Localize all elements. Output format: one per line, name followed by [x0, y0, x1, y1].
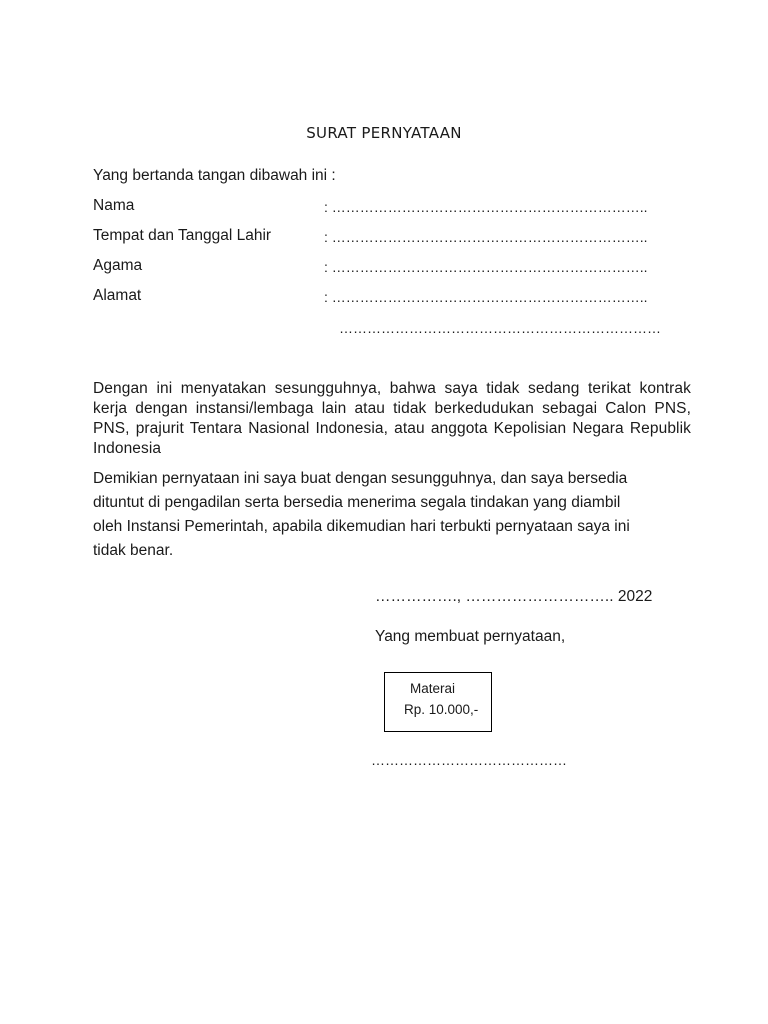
field-value-tempat-tanggal-lahir: : …………………………………………………………..	[324, 229, 648, 245]
stamp-value: Rp. 10.000,-	[404, 702, 479, 717]
field-label-tempat-tanggal-lahir: Tempat dan Tanggal Lahir	[93, 227, 272, 244]
closing-paragraph: Demikian pernyataan ini saya buat dengan sesungguhnya, dan saya bersedia dituntut di pengadilan serta bersedia menerima segala tindakan yang diambil oleh Instansi Pemerintah, apabila dikemudian hari terbukti pernyataan saya ini tidak benar.	[93, 470, 630, 559]
document-title: SURAT PERNYATAAN	[306, 124, 462, 142]
field-label-nama: Nama	[93, 197, 135, 214]
field-label-alamat: Alamat	[93, 287, 142, 304]
field-label-agama: Agama	[93, 257, 143, 274]
field-value-nama: : …………………………………………………………..	[324, 199, 648, 215]
address-continuation-line: ……………………………………………………………	[339, 320, 661, 336]
statement-paragraph: Dengan ini menyatakan sesungguhnya, bahwa saya tidak sedang terikat kontrak kerja dengan instansi/lembaga lain atau tidak berkedudukan sebagai Calon PNS, PNS, prajurit Tentara Nasional Indonesia, atau anggota Kepolisian Negara Republik Indonesia	[93, 380, 691, 457]
field-value-agama: : …………………………………………………………..	[324, 259, 648, 275]
stamp-box	[384, 672, 492, 732]
stamp-label: Materai	[410, 681, 456, 696]
signer-label: Yang membuat pernyataan,	[375, 628, 566, 645]
field-value-alamat: : …………………………………………………………..	[324, 289, 648, 305]
intro-text: Yang bertanda tangan dibawah ini :	[93, 167, 336, 184]
place-date-line: ……………., ……………………….. 2022	[375, 588, 653, 605]
signature-line: ……………………………………	[371, 752, 567, 768]
